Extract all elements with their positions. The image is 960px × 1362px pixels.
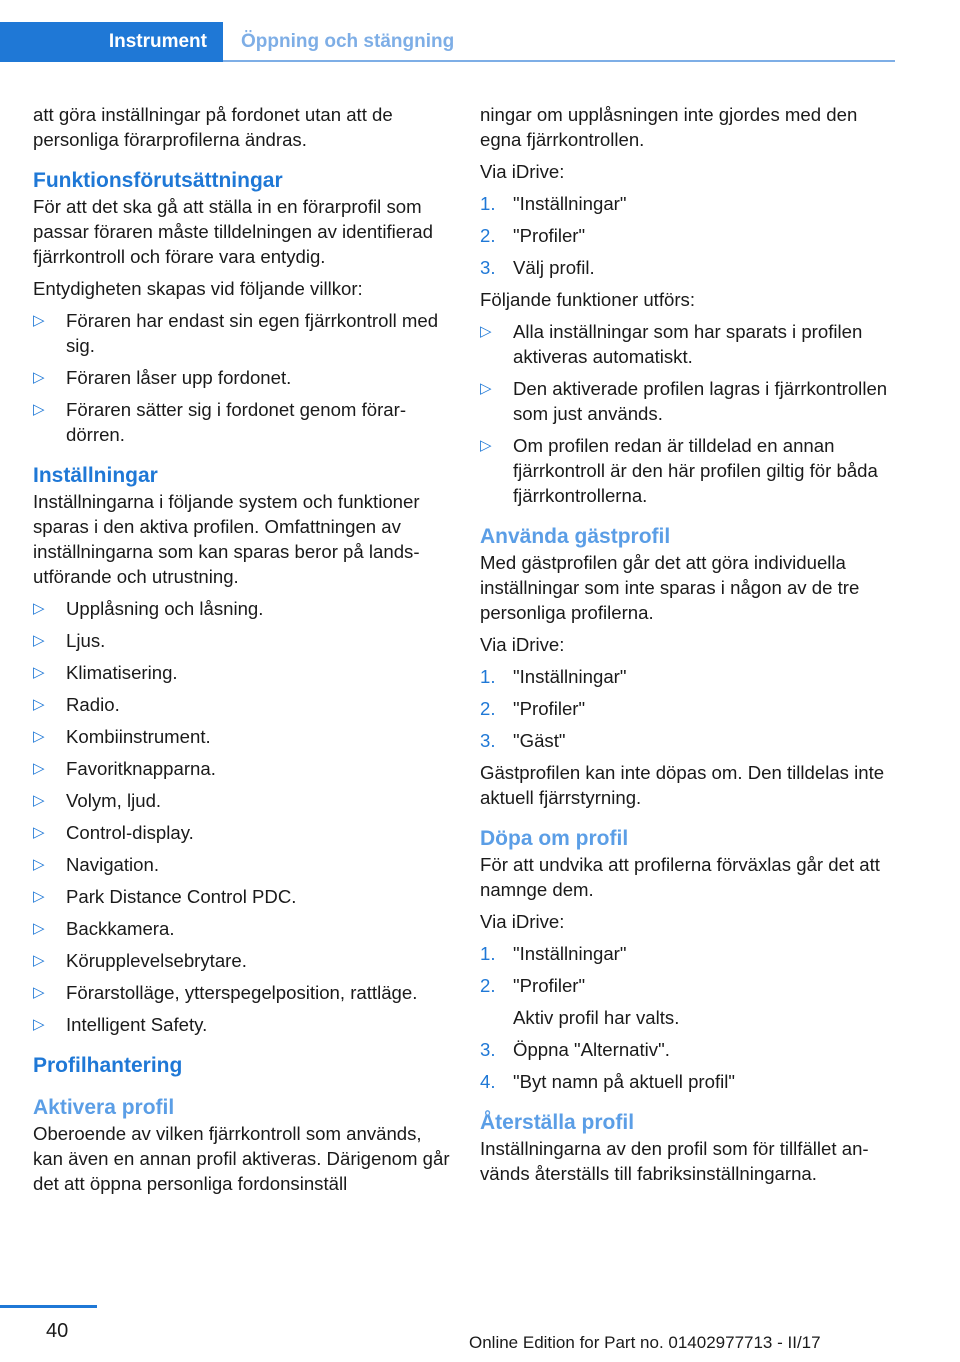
edition-footer: Online Edition for Part no. 01402977713 - II/17 [469,1333,821,1352]
intro-text: att göra inställningar på fordonet utan att de personliga förarprofilerna ändras. [33,104,393,150]
list-item: ▷ Upplåsning och låsning. [33,598,264,619]
list-item: ▷ Backkamera. [33,918,175,939]
step-item: 3. Välj profil. [480,257,595,278]
step-item: 4. "Byt namn på aktuell profil" [480,1071,735,1092]
tab-underline [223,60,895,62]
triangle-bullet-icon: ▷ [33,1016,45,1033]
via-idrive-label: Via iDrive: [480,161,565,182]
chapter-tabs [0,22,895,62]
page-number-rule [0,1305,97,1308]
tab-instrument[interactable]: Instrument [0,22,223,62]
list-item: ▷ Control-display. [33,822,194,843]
list-item: ▷ Radio. [33,694,120,715]
triangle-bullet-icon: ▷ [33,888,45,905]
activate-steps [480,191,900,280]
triangle-bullet-icon: ▷ [33,369,45,386]
settings-list [33,596,453,1037]
triangle-bullet-icon: ▷ [33,728,45,745]
list-item: ▷ Den aktiverade profilen lagras i fjärrkontrollen som just används. [480,378,888,424]
triangle-bullet-icon: ▷ [33,760,45,777]
result-intro: Följande funktioner utförs: [480,289,695,310]
list-item: ▷ Föraren låser upp fordonet. [33,367,292,388]
triangle-bullet-icon: ▷ [480,323,492,340]
triangle-bullet-icon: ▷ [33,792,45,809]
step-item: 1. "Inställningar" [480,193,627,214]
step-item: 1. "Inställningar" [480,943,627,964]
rename-steps-continued [480,1037,900,1094]
rename-steps [480,941,900,998]
triangle-bullet-icon: ▷ [33,696,45,713]
triangle-bullet-icon: ▷ [33,312,45,329]
triangle-bullet-icon: ▷ [33,920,45,937]
result-list [480,319,900,508]
step-item: 3. Öppna "Alternativ". [480,1039,670,1060]
triangle-bullet-icon: ▷ [33,600,45,617]
activate-continued-text: ningar om upplåsningen inte gjordes med den egna fjärrkontrollen. [480,104,858,150]
list-item: ▷ Alla inställningar som har sparats i profilen aktiveras automatiskt. [480,321,863,367]
heading-guest-profile: Använda gästprofil [480,525,671,548]
heading-activate-profile: Aktivera profil [33,1096,175,1119]
list-item: ▷ Kombiinstrument. [33,726,211,747]
step-item: 3. "Gäst" [480,730,566,751]
rename-text: För att undvika att profilerna förväxlas går det att namnge dem. [480,854,880,900]
triangle-bullet-icon: ▷ [33,984,45,1001]
step-item: 1. "Inställningar" [480,666,627,687]
page-number: 40 [46,1320,69,1342]
reset-text: Inställningarna av den profil som för tillfället används återställs till fabriksinställningarna. [480,1138,869,1184]
triangle-bullet-icon: ▷ [33,664,45,681]
list-item: ▷ Föraren sätter sig i fordonet genom förardörren. [33,399,407,445]
activate-profile-text: Oberoende av vilken fjärrkontroll som används, kan även en annan profil aktiveras. Därigenom går det att öppna personliga fordonsinställ [33,1123,450,1194]
heading-reset-profile: Återställa profil [480,1111,635,1134]
triangle-bullet-icon: ▷ [33,824,45,841]
prerequisites-text: För att det ska gå att ställa in en förarprofil som passar föraren måste tilldelningen av identifierad fjärrkontroll och förare vara entydig. [33,196,433,267]
heading-profile-management: Profilhantering [33,1054,183,1077]
right-column [480,102,900,1193]
guest-profile-text: Med gästprofilen går det att göra individuella inställningar som inte sparas i någon av de tre personliga profilerna. [480,552,860,623]
prerequisites-conditions-intro: Entydigheten skapas vid följande villkor: [33,278,363,299]
list-item: ▷ Ljus. [33,630,106,651]
list-item: ▷ Föraren har endast sin egen fjärrkontroll med sig. [33,310,439,356]
step-item: 2. "Profiler" [480,225,586,246]
triangle-bullet-icon: ▷ [33,856,45,873]
step-item: 2. "Profiler" [480,975,586,996]
left-column [33,102,453,1203]
via-idrive-label: Via iDrive: [480,911,565,932]
heading-rename-profile: Döpa om profil [480,827,629,850]
triangle-bullet-icon: ▷ [33,632,45,649]
list-item: ▷ Navigation. [33,854,160,875]
heading-prerequisites: Funktionsförutsättningar [33,169,283,192]
guest-steps [480,664,900,753]
list-item: ▷ Förarstolläge, ytterspegelposition, rattläge. [33,982,418,1003]
guest-note: Gästprofilen kan inte döpas om. Den tilldelas inte aktuell fjärrstyrning. [480,762,885,808]
step-item: 2. "Profiler" [480,698,586,719]
tab-opening-closing[interactable]: Öppning och stängning [241,31,455,52]
conditions-list [33,308,453,447]
list-item: ▷ Volym, ljud. [33,790,162,811]
list-item: ▷ Klimatisering. [33,662,178,683]
triangle-bullet-icon: ▷ [480,437,492,454]
triangle-bullet-icon: ▷ [480,380,492,397]
list-item: ▷ Favoritknapparna. [33,758,216,779]
triangle-bullet-icon: ▷ [33,401,45,418]
settings-text: Inställningarna i följande system och funktioner sparas i den aktiva profilen. Omfattningen av inställningarna som kan sparas beror på landsutförande och utrustning. [33,491,420,587]
via-idrive-label: Via iDrive: [480,634,565,655]
list-item: ▷ Körupplevelsebrytare. [33,950,247,971]
list-item: ▷ Park Distance Control PDC. [33,886,297,907]
list-item: ▷ Om profilen redan är tilldelad en annan fjärrkontroll är den här profilen giltig för båda fjärrkontrollerna. [480,435,878,506]
list-item: ▷ Intelligent Safety. [33,1014,208,1035]
step-sub-note: Aktiv profil har valts. [513,1007,680,1028]
triangle-bullet-icon: ▷ [33,952,45,969]
heading-settings: Inställningar [33,464,158,487]
